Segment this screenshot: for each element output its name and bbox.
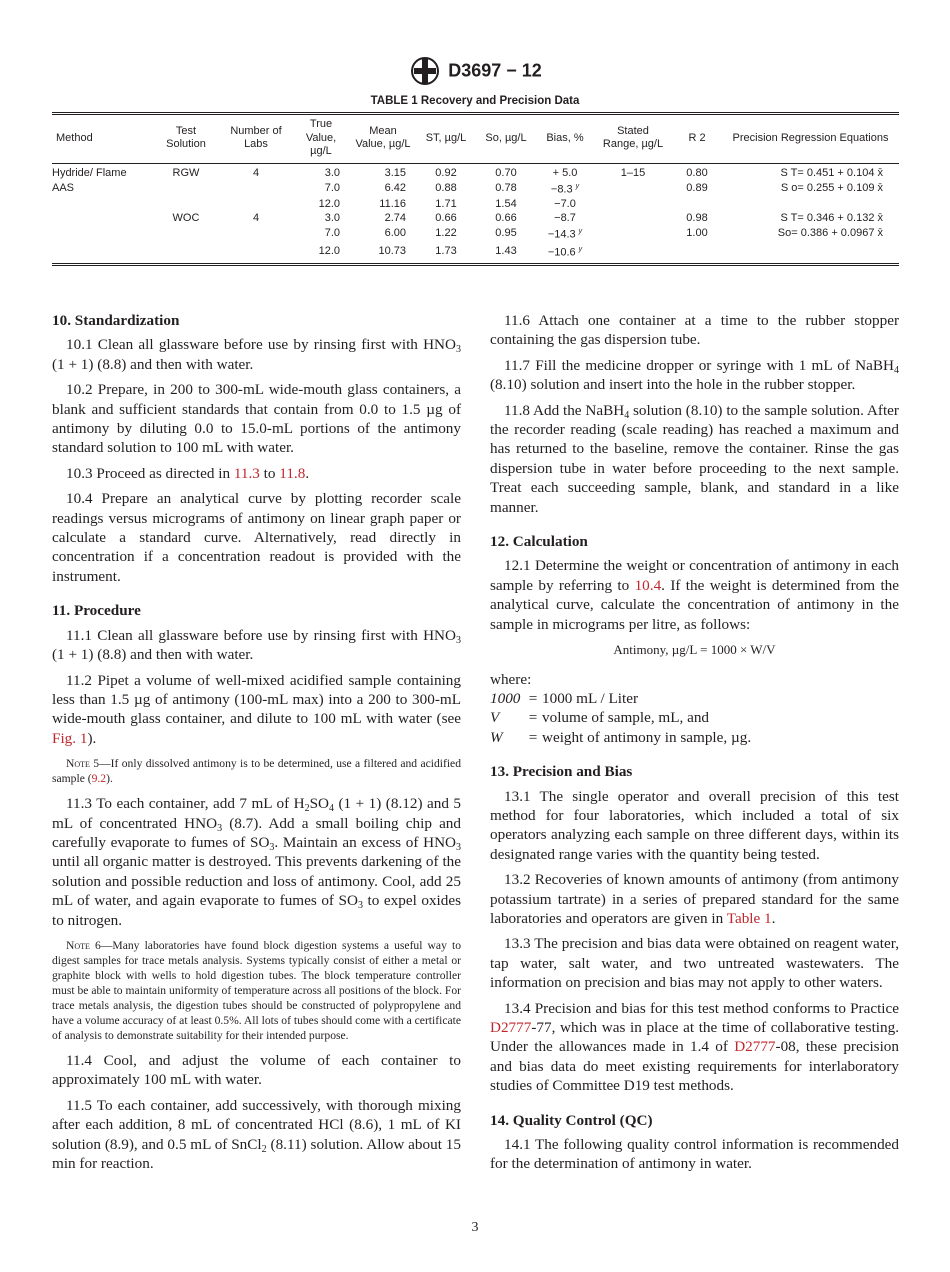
equals-sign: = [528, 689, 538, 707]
cell-mean: 11.16 [379, 197, 406, 210]
note-label: Note [66, 757, 90, 771]
cell-st: 1.73 [435, 244, 457, 257]
definition-text: weight of antimony in sample, µg. [542, 728, 752, 746]
text: 13.4 Precision and bias for this test method conforms to Practice [504, 999, 899, 1017]
text: 11. Procedure [52, 602, 141, 620]
cell-r2 [672, 243, 722, 265]
subscript: 3 [456, 634, 461, 646]
text: 11.4 Cool, and adjust the volume of each container to approximately 100 mL with water. [52, 1051, 461, 1089]
table-header-cell: Test Solution [152, 114, 220, 164]
text: Antimony, µg/L = 1000 × W/V [613, 642, 776, 658]
text: 11.2 Pipet a volume of well-mixed acidified sample containing less than 1.5 µg of antimony (100-mL max) into a 200 to 300-mL wide-mouth glass container, and dilute to 100 mL with water (see [52, 671, 461, 728]
subscript: 3 [456, 841, 462, 853]
table-header-cell: Number of Labs [220, 114, 292, 164]
text: 14.1 The following quality control information is recommended for the determination of antimony in water. [490, 1136, 899, 1173]
text: 6—Many laboratories have found block digestion systems a useful way to digest samples for trace metals analysis. Systems typically consist of either a metal or graphite block with wells to hold digestion tubes. The block temperature controller must be able to maintain uniformity of temperature across all positions of the block. For trace metals analysis, the digestion tubes should be constructed of polypropylene and have a volume accuracy of at least 0.5%. All lots of tubes should come with a certificate of analysis to demonstrate suitability for their intended purpose. [52, 938, 461, 1042]
cell-st: 0.66 [435, 211, 457, 224]
paragraph [52, 794, 461, 930]
cell-bias: −14.3 $^y$ [547, 228, 583, 241]
text: ). [106, 772, 113, 786]
text: 13.1 The single operator and overall precision of this test method for four laboratories, which included a total of six operators analyzing each sample on three different days, within its designated range varies with the quantity being tested. [490, 787, 899, 863]
text: 11.8 Add the NaBH [504, 401, 625, 419]
cell-r2: 0.89 [686, 182, 708, 195]
table-header-cell: Method [52, 114, 152, 164]
cell-r2: 0.80 [686, 166, 708, 179]
subscript: 3 [269, 841, 275, 853]
cell-r2: 1.00 [686, 227, 708, 240]
paragraph [52, 1051, 461, 1090]
text: 11.5 To each container, add successively, with thorough mixing after each addition, 8 mL of concentrated HCl (8.6), 1 mL of KI solution (8.9), and 0.5 mL of SnCl [52, 1096, 461, 1153]
cell-st: 0.92 [435, 166, 457, 179]
cell-true: 3.0 [324, 211, 340, 224]
paragraph [52, 380, 461, 458]
table-caption: TABLE 1 Recovery and Precision Data [370, 95, 580, 107]
cell-so: 0.95 [495, 227, 517, 240]
cell-bias: −8.3 $^y$ [550, 183, 580, 196]
cell-eq: S T= 0.451 + 0.104 x̄ [780, 166, 883, 179]
cross-reference-link[interactable]: D2777 [490, 1019, 532, 1036]
section-heading [52, 311, 461, 330]
definition-row [490, 708, 899, 727]
page-header [0, 56, 950, 86]
cell-so: 1.54 [495, 197, 517, 210]
paragraph [490, 670, 899, 689]
paragraph [52, 335, 461, 374]
cell-true: 12.0 [318, 197, 340, 210]
text: . [305, 464, 310, 482]
table-row [52, 225, 899, 242]
paragraph [52, 464, 461, 483]
text: -77, which was in place at the time of collaborative testing. Under the allowances made in 1.4 of [490, 1019, 899, 1056]
text: 10.1 Clean all glassware before use by rinsing first with HNO [66, 336, 456, 354]
text: to expel oxides to nitrogen. [52, 892, 461, 929]
text: (1 + 1) (8.8) and then with water. [52, 355, 254, 373]
paragraph [490, 870, 899, 928]
cell-mean: 2.74 [384, 211, 406, 224]
cell-so: 0.78 [495, 182, 517, 195]
table-header-row [52, 114, 899, 164]
paragraph [52, 671, 461, 749]
table-header-cell: R 2 [672, 114, 722, 164]
subscript: 3 [456, 344, 461, 356]
left-column [52, 311, 461, 1179]
cell-labs [220, 198, 292, 212]
table-header-cell: Precision Regression Equations [722, 114, 899, 164]
astm-logo-icon [408, 56, 442, 86]
subscript: 4 [894, 364, 899, 376]
text: 10.3 Proceed as directed in [66, 464, 234, 482]
note [52, 938, 461, 1043]
definition-text: 1000 mL / Liter [542, 689, 639, 707]
cell-eq: S o= 0.255 + 0.109 x̄ [780, 182, 883, 195]
cell-labs: 4 [252, 166, 260, 179]
subscript: 3 [217, 822, 223, 834]
cell-r2: 0.98 [686, 211, 708, 224]
text: 5—If only dissolved antimony is to be determined, use a filtered and acidified sample ( [52, 757, 461, 786]
text: 11.3 To each container, add 7 mL of H [66, 795, 305, 813]
cell-range [594, 180, 672, 197]
cell-st: 0.88 [435, 182, 457, 195]
text: 11.6 Attach one container at a time to the rubber stopper containing the gas dispersion tube. [490, 312, 899, 349]
definition-row [490, 728, 899, 747]
table-header-cell: So, µg/L [476, 114, 536, 164]
cell-r2 [672, 198, 722, 212]
table-row [52, 163, 899, 180]
cell-solution [152, 198, 220, 212]
cross-reference-link[interactable]: 9.2 [91, 772, 107, 786]
table-header-cell: True Value, µg/L [292, 114, 350, 164]
text: . If the weight is determined from the analytical curve, calculate the concentration of antimony in the sample in micrograms per litre, as follows: [490, 576, 899, 633]
text: ). [87, 729, 97, 747]
definition-symbol: V [490, 709, 500, 727]
cell-method: Hydride/ Flame [52, 166, 127, 179]
text: until all organic matter is destroyed. This prevents darkening of the solution and possible reduction and loss of antimony. Cool, add 25 mL of water, and again evaporate to fumes of SO [52, 853, 461, 910]
text: 11.7 Fill the medicine dropper or syringe with 1 mL of NaBH [504, 356, 894, 374]
definition-symbol: W [490, 728, 503, 746]
subscript: 4 [329, 803, 335, 815]
cell-range [594, 243, 672, 265]
cross-reference-link[interactable]: 11.3 [233, 464, 260, 482]
text: 10.2 Prepare, in 200 to 300-mL wide-mouth glass containers, a blank and sufficient standards that contain from 0.0 to 1.5 µg of antimony by diluting 0.0 to 15.0-mL portions of the antimony standard solution to 100 mL with water. [52, 381, 461, 457]
text: 14. Quality Control (QC) [490, 1111, 653, 1129]
bias-flag: y [575, 183, 580, 191]
cell-eq: S T= 0.346 + 0.132 x̄ [780, 211, 883, 224]
cell-mean: 10.73 [378, 244, 406, 257]
cell-eq [722, 198, 899, 212]
text: -08, these precision and bias data do meet existing requirements for interlaboratory studies of Committee D19 test methods. [490, 1038, 899, 1095]
cell-solution: RGW [172, 166, 200, 179]
text: solution (8.10) to the sample solution. After the recorder reading (scale reading) has reached a maximum and has returned to the baseline, remove the container. Rinse the gas dispersion tube in water before proceeding to the next sample. Treat each succeeding sample, blank, and standard in a like manner. [490, 401, 899, 516]
definition-row [490, 689, 899, 708]
subscript: 2 [261, 1143, 267, 1155]
paragraph [490, 934, 899, 992]
table-row [52, 180, 899, 197]
paragraph [490, 556, 899, 634]
cell-true: 12.0 [318, 244, 340, 257]
cross-reference-link[interactable]: 11.8 [279, 464, 306, 482]
text: 12. Calculation [490, 533, 588, 551]
text: . [771, 909, 776, 927]
cell-solution [152, 180, 220, 197]
definition-symbol: 1000 [490, 689, 521, 707]
paragraph [490, 787, 899, 865]
table-header-cell: Stated Range, µg/L [594, 114, 672, 164]
cell-bias: −10.6 $^y$ [547, 245, 583, 259]
text: 13.2 Recoveries of known amounts of antimony (from antimony potassium tartrate) in a series of prepared standard for the same laboratories and operators are given in [490, 871, 899, 927]
text: 12.1 Determine the weight or concentration of antimony in each sample by referring to [490, 557, 899, 594]
recovery-precision-table [52, 112, 899, 266]
table-row [52, 243, 899, 265]
cell-true: 7.0 [324, 227, 340, 240]
designation: D3697 − 12 [448, 60, 542, 81]
cell-labs [220, 243, 292, 265]
section-heading [52, 601, 461, 620]
cell-labs: 4 [252, 211, 260, 224]
text: 13.3 The precision and bias data were obtained on reagent water, tap water, salt water, and two untreated wastewaters. The information on precision and bias may not apply to other waters. [490, 935, 899, 992]
cell-solution [152, 243, 220, 265]
cell-bias: + 5.0 [552, 166, 578, 179]
equals-sign: = [528, 709, 538, 727]
cell-eq: So= 0.386 + 0.0967 x̄ [777, 227, 883, 240]
cell-bias: −7.0 [554, 197, 576, 210]
equation [490, 640, 899, 659]
text: 10.4 Prepare an analytical curve by plotting recorder scale readings versus micrograms of antimony on linear graph paper or calculate a standard curve. Alternatively, read directly in concentration if a concentration readout is provided with the instrument. [52, 490, 461, 585]
text: 10. Standardization [52, 312, 180, 329]
cell-so: 0.70 [495, 166, 517, 179]
note-label: Note [66, 938, 90, 952]
cross-reference-link[interactable]: 10.4 [634, 576, 662, 594]
cell-method [52, 212, 152, 226]
text: . Maintain an excess of HNO [274, 833, 457, 851]
cell-range: 1–15 [620, 166, 646, 179]
cross-reference-link[interactable]: Fig. 1 [52, 729, 88, 747]
bias-flag: y [578, 228, 583, 236]
subscript: 4 [624, 409, 630, 421]
text: to [259, 464, 280, 482]
right-column [490, 311, 899, 1180]
table-row [52, 198, 899, 212]
paragraph [52, 626, 461, 665]
text: 13. Precision and Bias [490, 763, 633, 781]
section-heading [490, 1111, 899, 1130]
paragraph [490, 999, 899, 1096]
cross-reference-link[interactable]: Table 1 [726, 909, 772, 927]
cell-labs [220, 180, 292, 197]
definition-text: volume of sample, mL, and [542, 709, 710, 727]
cell-mean: 6.42 [384, 182, 406, 195]
paragraph [490, 1135, 899, 1174]
text: (1 + 1) (8.8) and then with water. [52, 646, 254, 664]
cell-so: 1.43 [495, 244, 517, 257]
cell-st: 1.22 [435, 227, 457, 240]
cell-true: 7.0 [324, 182, 340, 195]
cell-st: 1.71 [435, 197, 457, 210]
paragraph [490, 401, 899, 517]
equals-sign: = [528, 728, 538, 746]
table-header-cell: ST, µg/L [416, 114, 476, 164]
cell-range [594, 198, 672, 212]
cell-range [594, 225, 672, 242]
text: (1 + 1) (8.12) and 5 mL of concentrated HNO [52, 795, 461, 832]
text: (8.11) solution. Allow about 15 min for reaction. [52, 1135, 461, 1172]
text: (8.7). Add a small boiling chip and carefully evaporate to fumes of SO [52, 814, 461, 851]
cell-solution: WOC [172, 211, 200, 224]
text: where: [490, 670, 532, 688]
table-header-cell: Mean Value, µg/L [350, 114, 416, 164]
text: SO [309, 795, 330, 813]
subscript: 3 [357, 900, 363, 912]
cell-bias: −8.7 [554, 211, 576, 224]
section-heading [490, 762, 899, 781]
cell-method [52, 243, 152, 265]
cell-method [52, 198, 152, 212]
cell-mean: 6.00 [384, 227, 406, 240]
cell-true: 3.0 [324, 166, 340, 179]
cell-range [594, 212, 672, 226]
table-header-cell: Bias, % [536, 114, 594, 164]
text: 11.1 Clean all glassware before use by rinsing first with HNO [66, 626, 456, 644]
cross-reference-link[interactable]: D2777 [734, 1038, 776, 1056]
page-number: 3 [471, 1220, 479, 1235]
cell-eq [722, 243, 899, 265]
paragraph [490, 356, 899, 395]
text: (8.10) solution and insert into the hole in the rubber stopper. [490, 376, 856, 394]
paragraph [52, 1096, 461, 1174]
cell-labs [220, 225, 292, 242]
cell-solution [152, 225, 220, 242]
note [52, 756, 461, 786]
section-heading [490, 532, 899, 551]
paragraph [52, 489, 461, 586]
cell-mean: 3.15 [384, 166, 406, 179]
subscript: 2 [304, 803, 310, 815]
cell-method: AAS [52, 182, 75, 195]
cell-so: 0.66 [495, 211, 517, 224]
table-row [52, 212, 899, 226]
bias-flag: y [578, 245, 583, 253]
cell-method [52, 225, 152, 242]
paragraph [490, 311, 899, 350]
